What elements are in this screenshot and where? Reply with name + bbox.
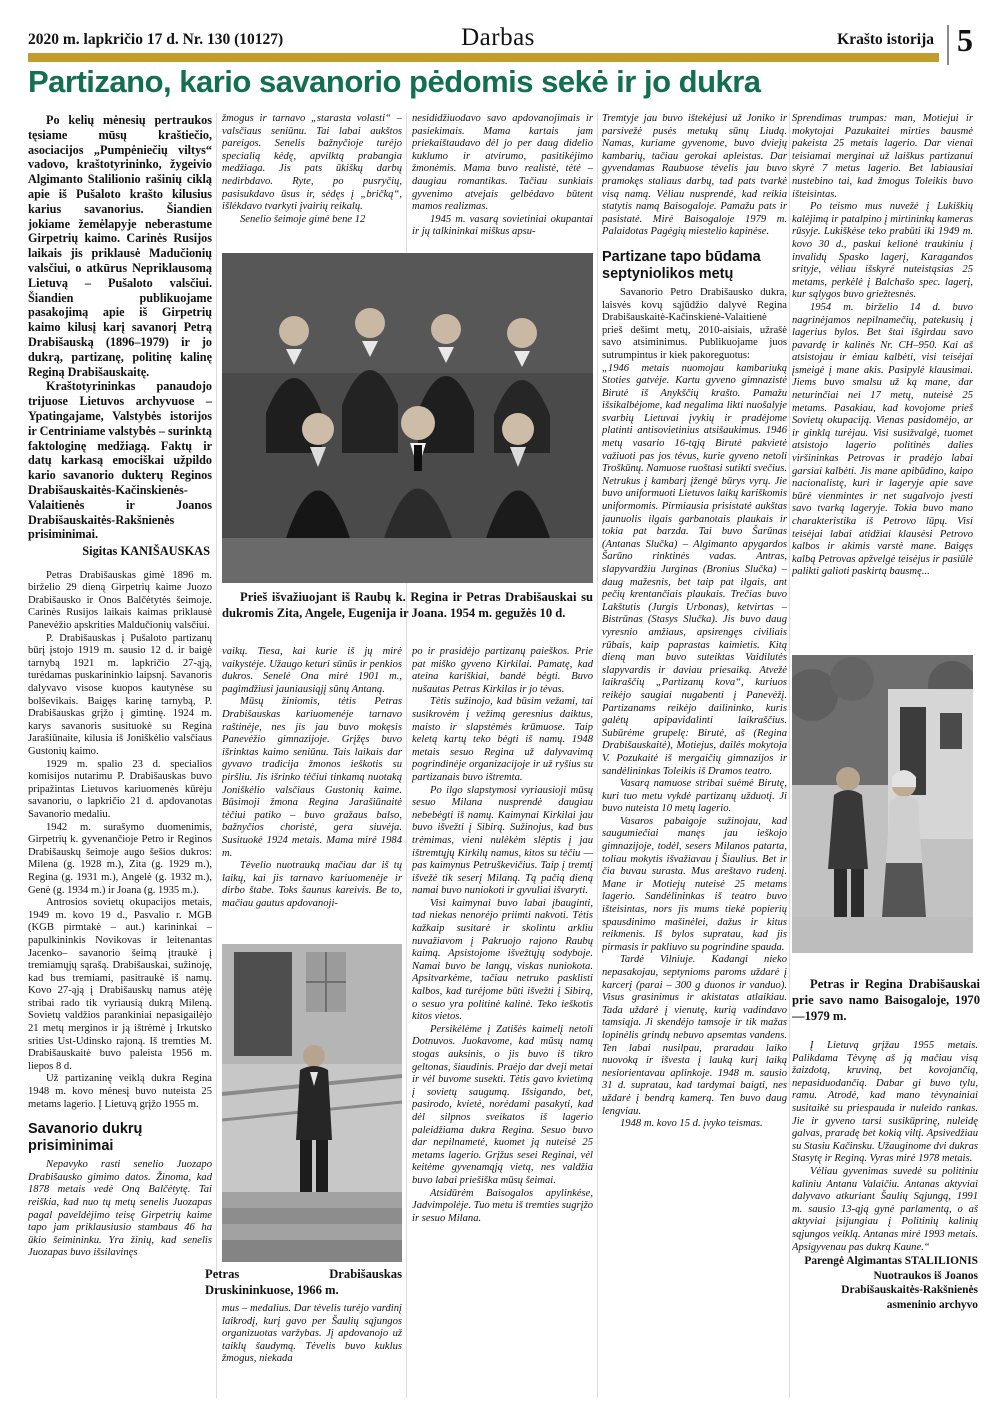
paragraph: po ir prasidėjo partizanų paieškos. Prie pat miško gyveno Kirkilai. Pamatę, kad ateina kariškiai, bandė bėgti. Buvo nušautas Petras Kirkilas ir jo tėvas. xyxy=(412,646,593,695)
masthead-section-label: Krašto istorija xyxy=(837,31,934,48)
family-group-photo xyxy=(222,253,593,583)
paragraph: mus – medalius. Dar tėvelis turėjo vardinį laikrodį, kurį gavo per Šaulių sąjungos organizuotas varžybas. Jį apdovanojo už taiklų šaudymą. Tėvelis buvo kuklus žmogus, niekada xyxy=(222,1303,402,1365)
paragraph: Vasarą namuose stribai suėmė Birutę, kuri tuo metu vykdė partizanų užduotį. Ji buvo nuteista 10 metų lagerio. xyxy=(602,778,787,815)
paragraph: Už partizaninę veiklą dukra Regina 1948 m. kovo mėnesį buvo nuteista 25 metams lagerio. Į Lietuvą grįžo 1955 m. xyxy=(28,1073,212,1110)
paragraph: Petras Drabišauskas gimė 1896 m. birželio 29 dieną Girpetrių kaime Juozo Drabišausko ir Onos Balčėtytės šeimoje. Carinės Rusijos laikais kaimas priklausė Panevėžio apskrities Maldučionių valsčiui. xyxy=(28,569,212,632)
paragraph: Persikėlėme į Zatišės kaimelį netoli Dotnuvos. Juokavome, kad mūsų namų stogas auksinis, o jis buvo iš tikro geltonas, šiaudinis. Praėjo dar dveji metai ir vėl buvome susekti. Tėtis gavo kvietimą į sovietų saugumą. Išsigando, bet, pasirodo, kvietė, norėdami pasakyti, kad dėl silpnos sveikatos iš lagerio paleidžiama dukra Regina. Sesuo buvo dar nepilnametė, kuomet ją nuteisė 25 metams lagerio. Grįžus sesei Reginai, vėl keitėme gyvenamąją vietą, nes valdžia buvo labai priešiška mūsų šeimai. xyxy=(412,1023,593,1186)
paragraph: Mūsų žiniomis, tėtis Petras Drabišauskas kariuomenėje tarnavo raštinėje, nes jis jau buvo mokęsis Panevėžio gimnazijoje. Grįžęs buvo išrinktas kaimo seniūnu. Tais laikais dar gyvavo tradicija žmonos ieškotis su piršliu. Jis išrinko tėčiui tinkamą nuotaką Joniškėlio valsčiaus Gustonių kaime. Būsimoji žmona Regina Jarašiūnaitė tėčiui patiko – buvo gražaus balso, bažnyčios choristė, gera siuvėja. Susituokė 1924 metais. Mama mirė 1984 m. xyxy=(222,696,402,859)
paragraph: Nepavyko rasti senelio Juozapo Drabišausko gimimo datos. Žinoma, kad 1878 metais vedė Oną Balčėtytę. Tai reiškia, kad nuo tų metų senelis Juozapas pagal paveldėjimo teisę Girpetrių kaime tapo jam priklausiusio stambaus 46 ha ūkio šeimininku. Yra žinių, kad senelis Juozapas buvo išsilavinęs xyxy=(28,1159,212,1259)
column-3-top xyxy=(412,113,593,251)
column-2-middle xyxy=(222,646,402,942)
masthead-divider xyxy=(947,25,949,65)
newspaper-title: Darbas xyxy=(461,24,535,51)
paragraph: Po teismo mus nuvežė į Lukiškių kalėjimą ir patalpino į mirtininkų kameras rūsyje. Lukiškėse teko prabūti iki 1949 m. kovo 30 d., paskui kelionė traukiniu į invalidų Spasko lagerį, Karagandos srityje, vėliau išskyrė nuteistąsias 25 metams, perkėlė į Balchašo spec. lagerį, kur sąlygos buvo griežtesnės. xyxy=(792,201,973,301)
paragraph: Tėtis sužinojo, kad būsim vežami, tai susikrovėm į vežimą geresnius daiktus, maisto ir slapstėmės krūmuose. Taip keletą kartų teko bėgti iš namų. 1948 metais sesuo Regina už dalyvavimą pogrindinėje organizacijoje ir už ryšius su partizanais buvo ištremta. xyxy=(412,696,593,783)
paragraph: Antrosios sovietų okupacijos metais, 1949 m. kovo 19 d., Pasvalio r. MGB (KGB pirmtakė – aut.) karininkai – papulkininkis Novikovas ir leitenantas Jacenko– savanorio šeimą įtraukė į tremiamųjų sąrašą. Drabišauskai, sužinoję, kad bus tremiami, pasitraukė iš namų. Kovo 27-ąją į Drabišauskų namus atėję stribai rado tik vyriausią dukrą Mileną. Sovietų valdžios parankiniai nepasigailėjo 21 metų merginos ir ją ištrėmė į Irkutsko srities Ust-Udinsko rajoną. Iš tremties M. Drabišauskaitė buvo paleista 1956 m. liepos 8 d. xyxy=(28,897,212,1072)
column-2-top xyxy=(222,113,402,251)
paragraph: Po ilgo slapstymosi vyriausioji mūsų sesuo Milana nusprendė daugiau nebebėgti iš namų. Kaimynai Kirkilai jau buvo išvežti į Sibirą. Sužinojus, kad bus trėmimas, vieni nulėkėm slėptis į jau ištremtųjų Kirkilų namus, kitos su tėčiu — pas kaimynus Petruškevičius. Taip į tremtį išvežė tik seserį Milaną. Tą pačią dieną namai buvo nuniokoti ir gyvuliai išvaryti. xyxy=(412,784,593,897)
paragraph: Tėvelio nuotrauką mačiau dar iš tų laikų, kai jis tarnavo kariuomenėje ir dirbo štabe. Toks šaunus kareivis. Be to, mačiau gautus apdovanoji- xyxy=(222,860,402,909)
section-subhead: Partizane tapo būdama septyniolikos metų xyxy=(602,248,761,282)
paragraph: Tardė Vilniuje. Kadangi nieko nepasakojau, septynioms paroms uždarė į karcerį (parai – 300 g duonos ir vanduo). Visus grasinimus ir akistatas atlaikiau. Tada uždarė į vienutę, kurią vadindavo tamsiąja. Ji skendėjo tamsoje ir tik mažas lopinėlis grindų nebuvo apsemtas vandens. Ten labai nusilpau, praradau laiko nuovoką ir išvesta į lauką kurį laiką nesiorientavau aplinkoje. 1948 m. sausio 31 d. supratau, kad tardymai baigti, nes uždarė į bendrą kamerą. Ten buvo daug lengviau. xyxy=(602,954,787,1117)
paragraph: 1929 m. spalio 23 d. specialios komisijos nutarimu P. Drabišauskas buvo pripažintas Lietuvos kariuomenės kūrėju savanoriu, o lapkričio 21 d. apdovanotas Savanorio medaliu. xyxy=(28,758,212,820)
column-1 xyxy=(28,113,212,1398)
paragraph: 1942 m. surašymo duomenimis, Girpetrių k. gyvenančioje Petro ir Reginos Drabišauskų šeimoje augo šešios dukros: Milena (g. 1928 m.), Zita (g. 1929 m.), Regina (g. 1931 m.), Angelė (g. 1932 m.), Genė (g. 1934 m.) ir Joana (g. 1935 m.). xyxy=(28,821,212,896)
column-4 xyxy=(602,113,787,1402)
paragraph: 1948 m. kovo 15 d. įvyko teismas. xyxy=(620,1118,763,1130)
paragraph: Į Lietuvą grįžau 1955 metais. Palikdama Tėvynę aš ją mačiau visą žaizdotą, kruviną, bet kovojančią, nepasiduodančią. Dabar gi buvo tylu, ramu. Atrodė, kad mano tėvynainiai susitaikė su priespauda ir nuleido rankas. Jie ir gyveno tarsi susikūprinę, nuleidę galvas, praradę bet kokią viltį. Apsivedžiau su Stasiu Kačinsku. Užauginome dvi dukras Stasytę ir Reginą. Vyras mirė 1978 metais. xyxy=(792,1040,978,1165)
paragraph: 1945 m. vasarą sovietiniai okupantai ir jų talkininkai miškus apsu- xyxy=(412,213,593,238)
section-subhead: Savanorio dukrų prisiminimai xyxy=(28,1121,143,1155)
paragraph: Po kelių mėnesių pertraukos tęsiame mūsų kraštiečio, asociacijos „Pumpėniečių viltys“ vadovo, kraštotyrininko, žygeivio Algimanto Stalilionio rašinių ciklą apie iš Pušaloto krašto kilusius karius savanorius. Šiandien jokiame žemėlapyje neberastume Girpetrių kaimo. Carinės Rusijos laikais jis priklausė Madučionių valsčiui, o atkūrus Nepriklausomą Lietuvą – Pušaloto valsčiui. Šiandien publikuojame pasakojimą apie iš Girpetrių kaimo kilusį karį savanorį Petrą Drabišauską (1896–1979) ir jo dukrą, partizanę, politinę kalinę Reginą Drabišauskaitę. xyxy=(28,113,212,379)
paragraph: žmogus ir tarnavo „starasta volasti“ – valsčiaus seniūnu. Tai labai aukštos pareigos. Senelis bažnyčioje turėjo specialią kėdę, apvilktą prabangia medžiaga. Jis pats ūkiškų darbų nedirbdavo. Ryte, po pusryčių, pasisukdavo ūsus ir, sėdęs į „bričką“, išlėkdavo tvarkyti įvairių reikalų. xyxy=(222,113,402,213)
column-5-bottom xyxy=(792,1040,978,1402)
paragraph: Savanorio Petro Drabišausko dukra, laisvės kovų sąjūdžio dalyvė Regina Drabišauskaitė-Kačinskienė-Valaitienė prieš dešimt metų, 2010-aisiais, užrašė savo atsiminimus. Publikuojame juos sutrumpintus ir kiek pakoreguotus: xyxy=(602,286,787,361)
column-3-middle xyxy=(412,646,593,1402)
masthead-issue-date: 2020 m. lapkričio 17 d. Nr. 130 (10127) xyxy=(28,31,284,48)
column-2-bottom xyxy=(222,1303,402,1401)
column-divider xyxy=(216,113,217,1398)
paragraph: 1954 m. birželio 14 d. buvo nagrinėjamos nepilnamečių, patekusių į lagerius bylos. Bet štai išgirdau savo pavardę ir kalinės Nr. CH–950. Kai aš atsistojau ir ėmiau kalbėti, visi teisėjai įsmeigė į mane akis. Pasipylė klausimai. Jiems buvo smalsu už ką mane, dar neturinčiai nei 17 metų, nuteisė 25 metams. Pasakiau, kad kovojome prieš Sovietų okupaciją. Vienas pasidomėjo, ar ir ginklą turėjau. Visi susižvalgė, tuomet atsistojo lagerio politinės dalies viršininkas Petrovas ir pradėjo labai garsiai kalbėti. Jis mane apibūdino, kaipo nacionalistę, kuri ir lageryje apie save būrė vienmintes ir net sugalvojo įvesti savo tvarką lageryje. Tokia buvo mano charakteristika iš Petrovo lūpų. Visi teisėjai labai atidžiai klausėsi Petrovo kalbos ir akimis varstė mane. Baigęs kalbą Petrovas apžvelgė teisėjus ir pasiūlė palikti galioti paskirtą bausmę... xyxy=(792,301,973,578)
column-5-top xyxy=(792,113,973,653)
paragraph: Vasaros pabaigoje sužinojau, kad saugumiečiai manęs jau ieškojo gimnazijoje, todėl, sesers Milanos patarta, toliau mokytis išvažiavau į Šiaulius. Bet ir čia buvau surasta. Mus areštavo rudenį. Mane ir Motiejų nuteisė 25 metams lagerio. Sandėlininkas iš teatro buvo išteisintas, nors jis mums tiekė popierių spausdinimo mašinėlei, dažus ir kitus reikmenis. Iš bylos supratau, kad jis pirmasis ir pakliuvo su pogrindine spauda. xyxy=(602,815,787,953)
couple-photo-caption: Petras ir Regina Drabišauskai prie savo namo Baisogaloje, 1970—1979 m. xyxy=(792,977,980,1023)
paragraph: Atsidūrėm Baisogalos apylinkėse, Jadvimpolėje. Tuo metu iš tremties sugrįžo ir sesuo Milana. xyxy=(412,1187,593,1224)
family-group-photo-caption: Prieš išvažiuojant iš Raubų k. Regina ir Petras Drabišauskai su dukromis Zita, Angele, Eugenija ir Joana. 1954 m. gegužės 10 d. xyxy=(222,590,593,620)
paragraph: P. Drabišauskas į Pušaloto partizanų būrį įstojo 1919 m. sausio 12 d. ir baigė tarnybą 1921 m. lapkričio 27-ąją, turėdamas puskarininkio laipsnį. Savanoris dalyvavo visose kuopos kautynėse su bolševikais. Baigęs karinę tarnybą, P. Drabišauskas grįžo į gimtinę. 1924 m. karys savanoris susituokė su Regina Jarašiūnaite, kilusia iš Joniškėlio valsčiaus Gustonių kaimo. xyxy=(28,632,212,758)
column-divider xyxy=(789,113,790,1398)
paragraph: Kraštotyrininkas panaudojo trijuose Lietuvos archyvuose – Ypatingajame, Valstybės istorijos ir Centriniame valstybės – surinktą faktologinę medžiagą. Faktų ir datų karkasą emociškai užpildo kario savanorio dukterų Reginos Drabišauskaitės-Kačinskienės-Valaitienės ir Joanos Drabišauskaitės-Rakšnienės prisiminimai. xyxy=(28,379,212,542)
stairs-portrait-photo xyxy=(222,944,402,1262)
column-divider xyxy=(597,113,598,1398)
page-number: 5 xyxy=(957,22,973,58)
paragraph: Vėliau gyvenimas suvedė su politiniu kaliniu Antanu Valaičiu. Antanas aktyviai dalyvavo atkuriant Šaulių Sąjungą, 1991 m. sausio 13-ąją gynė parlamentą, o aš aktyviai įsijungiau į Politinių kalinių sąjungos veiklą. Antanas mirė 1993 metais. Apsigyvenau pas dukrą Kaune.“ xyxy=(792,1165,978,1253)
photo-source-credit: Nuotraukos iš Joanos Drabišauskaitės-Rakšnienės asmeninio archyvo xyxy=(841,1269,978,1311)
prepared-by-credit: Parengė Algimantas STALILIONIS xyxy=(804,1255,978,1268)
stairs-photo-caption: Petras Drabišauskas Druskininkuose, 1966 m. xyxy=(205,1267,402,1297)
couple-photo xyxy=(792,655,973,953)
article-headline: Partizano, kario savanorio pėdomis sekė ir jo dukra xyxy=(28,64,761,99)
paragraph: Sprendimas trumpas: man, Motiejui ir mokytojai Pazukaitei mirties bausmė pakeista 25 metais lagerio. Dar vienai teisiamai merginai už laiškus partizanui skyrė 7 metus lagerio. Bet labiausiai nustebino tai, kad žmogus Toleikis buvo išteisintas. xyxy=(792,113,973,200)
paragraph: „1946 metais nuomojau kambariuką Stoties gatvėje. Kartu gyveno gimnazistė Birutė iš Anykščių krašto. Pamažu išsikalbėjome, kad negalima likti nuošalyje svarbių Lietuvai įvykių ir pradėjome platinti antisovietinius atsišaukimus. 1946 metų vasario 16-tąją Birutė pakvietė važiuoti pas jos tėvus, kurie gyveno netoli Troškūnų. Namuose ruoštasi sutikti svečius. Netrukus į kambarį įžengė būrys vyrų. Jie buvo uniformuoti Lietuvos laikų kariškomis uniformomis. Pirmiausia prisistatė aukštas jaunuolis ilgais garbanotais plaukais ir tokia pat barzda. Tai buvo Šarūnas (Antanas Slučka) – Algimanto apygardos Šarūno rinktinės vadas. Antras, slapyvardžiu Jurginas (Bronius Slučka) – daug mažesnis, bet taip pat ilgais, ant pečių krentančiais plaukais. Trečias buvo Lakštutis (Jurgis Urbonas), ketvirtas – Bistrūnas (Stasys Slučka). Jis buvo daug vyresnio amžiaus, apsirengęs civiliais rūbais, kaip paprastas kaimietis. Kitą dieną man buvo suteiktas Vaidilutės slapyvardis ir daviau priesaiką. Atvežė laikraščių „Partizanų kova“, kuriuos reikėjo saugiai nugabenti į Panevėžį. Partizanams reikėjo dailininko, kuris galėtų apipavidalinti laikraščius. Subūrėme grupelę: Birutė, aš (Regina Drabišauskaitė), Motiejus, dailės mokytoja V. Pozukaitė iš mergaičių gimnazijos ir sandėlininkas Toleikis iš Dramos teatro. xyxy=(602,362,787,777)
paragraph: nesididžiuodavo savo apdovanojimais ir pasiekimais. Mama kartais jam priekaištaudavo dėl jo per daug didelio kuklumo ir atvirumo, pasitikėjimo žmonėmis. Mama buvo realistė, tėtė – daugiau romantikas. Tačiau sunkiais gyvenimo atvejais gelbėdavo būtent mamos realizmas. xyxy=(412,113,593,213)
author-byline: Sigitas KANIŠAUSKAS xyxy=(82,544,210,559)
accent-bar xyxy=(28,53,939,62)
paragraph: vaikų. Tiesa, kai kurie iš jų mirė vaikystėje. Užaugo keturi sūnūs ir penkios dukros. Senelė Ona mirė 1901 m., pagimdžiusi jauniausiąjį sūnų Antaną. xyxy=(222,646,402,695)
paragraph: Tremtyje jau buvo ištekėjusi už Joniko ir parsivežė pusės metukų sūnų Liudą. Namas, kuriame gyvenome, buvo dviejų kambarių, tačiau gerokai apleistas. Dar gyvendamas Raubuose tėvelis jau buvo pramokęs staliaus darbų, tad pats tvarkė visą namą. Vėliau nusprendė, kad reikia statytis namą Baisogaloje. Pamažu pats ir pasistatė. Mirė Baisogaloje 1979 m. Palaidotas Pagėgių miestelio kapinėse. xyxy=(602,113,787,238)
paragraph: Senelio šeimoje gimė bene 12 xyxy=(240,213,366,225)
paragraph: Visi kaimynai buvo labai įbauginti, tad niekas nenorėjo priimti nakvoti. Tėtis kažkaip susitarė ir skolintu arkliu nuvažiavom į Pakruojo rajono Raubų kaimą. Apsistojome išvežtųjų sodyboje. Namai buvo be langų, viskas nuniokota. Apsitvarkėme, tačiau netruko pasklisti kalbos, kad turėjome būti išvežti į Sibirą, o sesuo yra politinė kalinė. Teko ieškotis kitos vietos. xyxy=(412,897,593,1023)
